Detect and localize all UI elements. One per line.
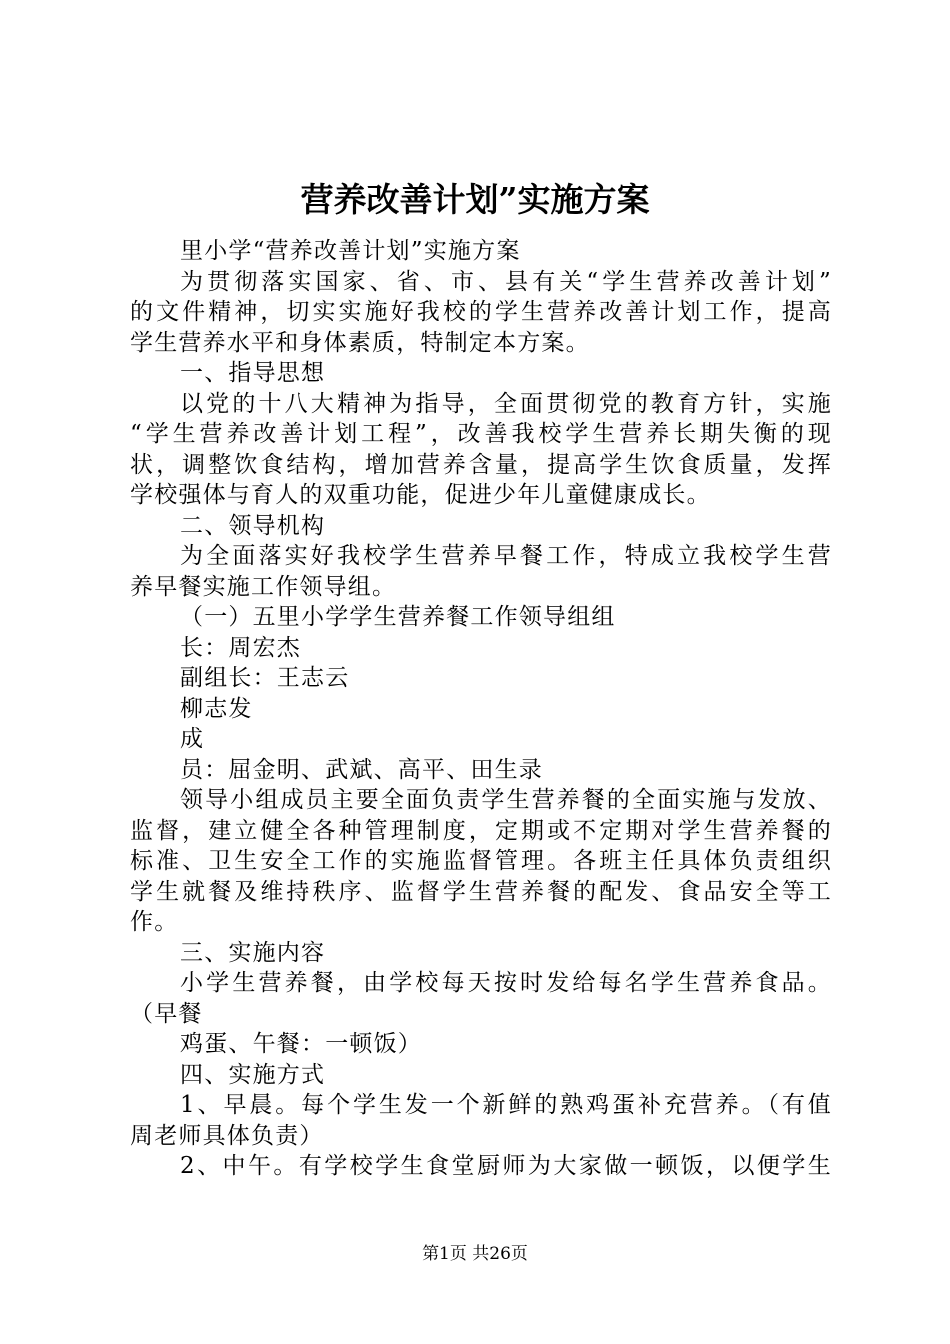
text-line: 领导小组成员主要全面负责学生营养餐的全面实施与发放、	[180, 787, 832, 813]
text-line: 里小学“营养改善计划”实施方案	[180, 238, 521, 264]
text-line: 养早餐实施工作领导组。	[130, 573, 397, 600]
text-line: 四、实施方式	[180, 1061, 326, 1088]
text-line: 学生营养水平和身体素质，特制定本方案。	[130, 329, 590, 356]
text-line: 一、指导思想	[180, 360, 326, 386]
text-line: 作。	[130, 909, 179, 935]
text-line: 为全面落实好我校学生营养早餐工作，特成立我校学生营	[180, 543, 832, 569]
text-line: 监督，建立健全各种管理制度，定期或不定期对学生营养餐的	[130, 817, 832, 844]
text-line: 鸡蛋、午餐：一顿饭）	[180, 1031, 422, 1057]
text-line: 学生就餐及维持秩序、监督学生营养餐的配发、食品安全等工	[130, 878, 832, 905]
text-line: 1、早晨。每个学生发一个新鲜的熟鸡蛋补充营养。（有值	[180, 1092, 832, 1118]
document-title: 营养改善计划”实施方案	[300, 180, 650, 219]
text-line: （一）五里小学学生营养餐工作领导组组	[180, 604, 616, 630]
text-line: 副组长：王志云	[180, 665, 350, 691]
text-line: 状，调整饮食结构，增加营养含量，提高学生饮食质量，发挥	[130, 451, 832, 478]
text-line: 学校强体与育人的双重功能，促进少年儿童健康成长。	[130, 482, 711, 508]
text-line: 三、实施内容	[180, 939, 326, 966]
text-line: （早餐	[130, 1000, 203, 1027]
text-line: 长：周宏杰	[180, 634, 301, 661]
text-line: “学生营养改善计划工程”，改善我校学生营养长期失衡的现	[130, 421, 832, 447]
document-body	[130, 236, 832, 1182]
text-line: 2、中午。有学校学生食堂厨师为大家做一顿饭，以便学生	[180, 1153, 832, 1179]
text-line: 成	[180, 726, 205, 752]
text-line: 周老师具体负责）	[130, 1122, 324, 1149]
text-line: 标准、卫生安全工作的实施监督管理。各班主任具体负责组织	[130, 848, 832, 874]
text-line: 为贯彻落实国家、省、市、县有关“学生营养改善计划”	[180, 268, 832, 295]
text-line: 柳志发	[180, 695, 253, 722]
text-line: 以党的十八大精神为指导，全面贯彻党的教育方针，实施	[180, 390, 832, 417]
page-footer: 第1页 共26页	[422, 1244, 528, 1264]
text-line: 的文件精神，切实实施好我校的学生营养改善计划工作，提高	[130, 299, 832, 325]
text-line: 小学生营养餐，由学校每天按时发给每名学生营养食品。	[180, 970, 832, 996]
text-line: 员：屈金明、武斌、高平、田生录	[180, 756, 543, 783]
text-line: 二、领导机构	[180, 512, 326, 539]
